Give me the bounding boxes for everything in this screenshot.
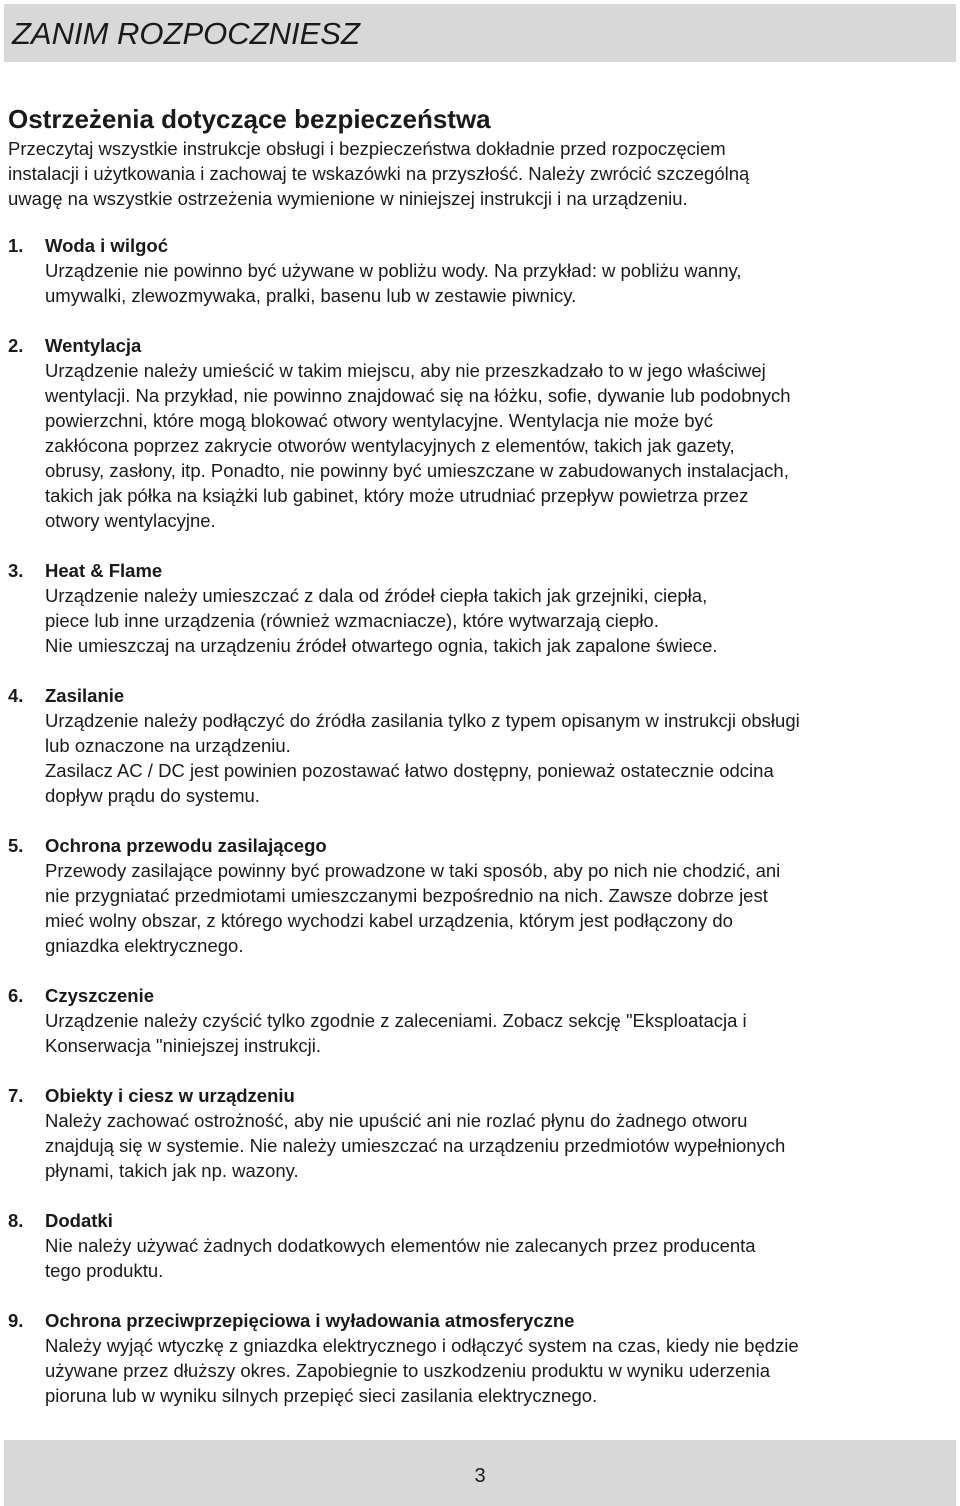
item-number: 4. (8, 685, 24, 706)
page-footer (4, 1440, 956, 1506)
page-header (4, 4, 956, 62)
section-heading: Ostrzeżenia dotyczące bezpieczeństwa (8, 104, 491, 134)
safety-item-heat (8, 558, 958, 658)
item-title: Czyszczenie (45, 985, 154, 1006)
item-number: 6. (8, 985, 24, 1006)
item-title: Heat & Flame (45, 560, 163, 581)
item-body: Należy zachować ostrożność, aby nie upuścić ani nie rozlać płynu do żadnego otworu znajdują się w systemie. Nie należy umieszczać na urządzeniu przedmiotów wypełnionych płynami, takich jak np. wazony. (45, 1110, 786, 1181)
safety-item-power (8, 683, 958, 808)
item-title: Wentylacja (45, 335, 142, 356)
item-number: 5. (8, 835, 24, 856)
item-body: Urządzenie należy umieszczać z dala od źródeł ciepła takich jak grzejniki, ciepła, piece lub inne urządzenia (również wzmacniacze), które wytwarzają ciepło. Nie umieszczaj na urządzeniu źródeł otwartego ognia, takich jak zapalone świece. (45, 585, 718, 656)
item-body: Nie należy używać żadnych dodatkowych elementów nie zalecanych przez producenta tego produktu. (45, 1235, 756, 1281)
item-title: Ochrona przeciwprzepięciowa i wyładowania atmosferyczne (45, 1310, 575, 1331)
safety-item-objects-liquids (8, 1083, 958, 1183)
item-title: Ochrona przewodu zasilającego (45, 835, 327, 856)
item-body: Urządzenie należy podłączyć do źródła zasilania tylko z typem opisanym w instrukcji obsługi lub oznaczone na urządzeniu. Zasilacz AC / DC jest powinien pozostawać łatwo dostępny, ponieważ ostatecznie odcina dopływ prądu do systemu. (45, 710, 800, 806)
item-title: Woda i wilgoć (45, 235, 168, 256)
safety-items-list (8, 233, 958, 1408)
item-body: Przewody zasilające powinny być prowadzone w taki sposób, aby po nich nie chodzić, ani nie przygniatać przedmiotami umieszczanymi bezpośrednio na nich. Zawsze dobrze jest mieć wolny obszar, z którego wychodzi kabel urządzenia, którym jest podłączony do gniazdka elektrycznego. (45, 860, 781, 956)
page-number: 3 (474, 1465, 486, 1487)
item-number: 1. (8, 235, 24, 256)
page-title: ZANIM ROZPOCZNIESZ (12, 16, 360, 51)
item-number: 8. (8, 1210, 24, 1231)
safety-item-surge-lightning (8, 1308, 958, 1408)
safety-item-ventilation (8, 333, 958, 533)
item-title: Dodatki (45, 1210, 113, 1231)
safety-item-cleaning (8, 983, 958, 1058)
item-body: Urządzenie należy czyścić tylko zgodnie z zaleceniami. Zobacz sekcję "Eksploatacja i Konserwacja "niniejszej instrukcji. (45, 1010, 747, 1056)
item-number: 7. (8, 1085, 24, 1106)
item-body: Urządzenie nie powinno być używane w pobliżu wody. Na przykład: w pobliżu wanny, umywalki, zlewozmywaka, pralki, basenu lub w zestawie piwnicy. (45, 260, 742, 306)
item-title: Zasilanie (45, 685, 125, 706)
item-body: Urządzenie należy umieścić w takim miejscu, aby nie przeszkadzało to w jego właściwej wentylacji. Na przykład, nie powinno znajdować się na łóżku, sofie, dywanie lub podobnych powierzchni, które mogą blokować otwory wentylacyjne. Wentylacja nie może być zakłócona poprzez zakrycie otworów wentylacyjnych z elementów, takich jak gazety, obrusy, zasłony, itp. Ponadto, nie powinny być umieszczane w zabudowanych instalacjach, takich jak półka na książki lub gabinet, który może utrudniać przepływ powietrza przez otwory wentylacyjne. (45, 360, 791, 531)
safety-item-water (8, 233, 958, 308)
safety-item-cord-protection (8, 833, 958, 958)
safety-section (8, 104, 958, 1433)
item-title: Obiekty i ciesz w urządzeniu (45, 1085, 295, 1106)
item-number: 2. (8, 335, 24, 356)
intro-paragraph: Przeczytaj wszystkie instrukcje obsługi i bezpieczeństwa dokładnie przed rozpoczęciem instalacji i użytkowania i zachowaj te wskazówki na przyszłość. Należy zwrócić szczególną uwagę na wszystkie ostrzeżenia wymienione w niniejszej instrukcji i na urządzeniu. (8, 138, 750, 209)
item-number: 9. (8, 1310, 24, 1331)
item-body: Należy wyjąć wtyczkę z gniazdka elektrycznego i odłączyć system na czas, kiedy nie będzie używane przez dłuższy okres. Zapobiegnie to uszkodzeniu produktu w wyniku uderzenia pioruna lub w wyniku silnych przepięć sieci zasilania elektrycznego. (45, 1335, 799, 1406)
item-number: 3. (8, 560, 24, 581)
safety-item-attachments (8, 1208, 958, 1283)
